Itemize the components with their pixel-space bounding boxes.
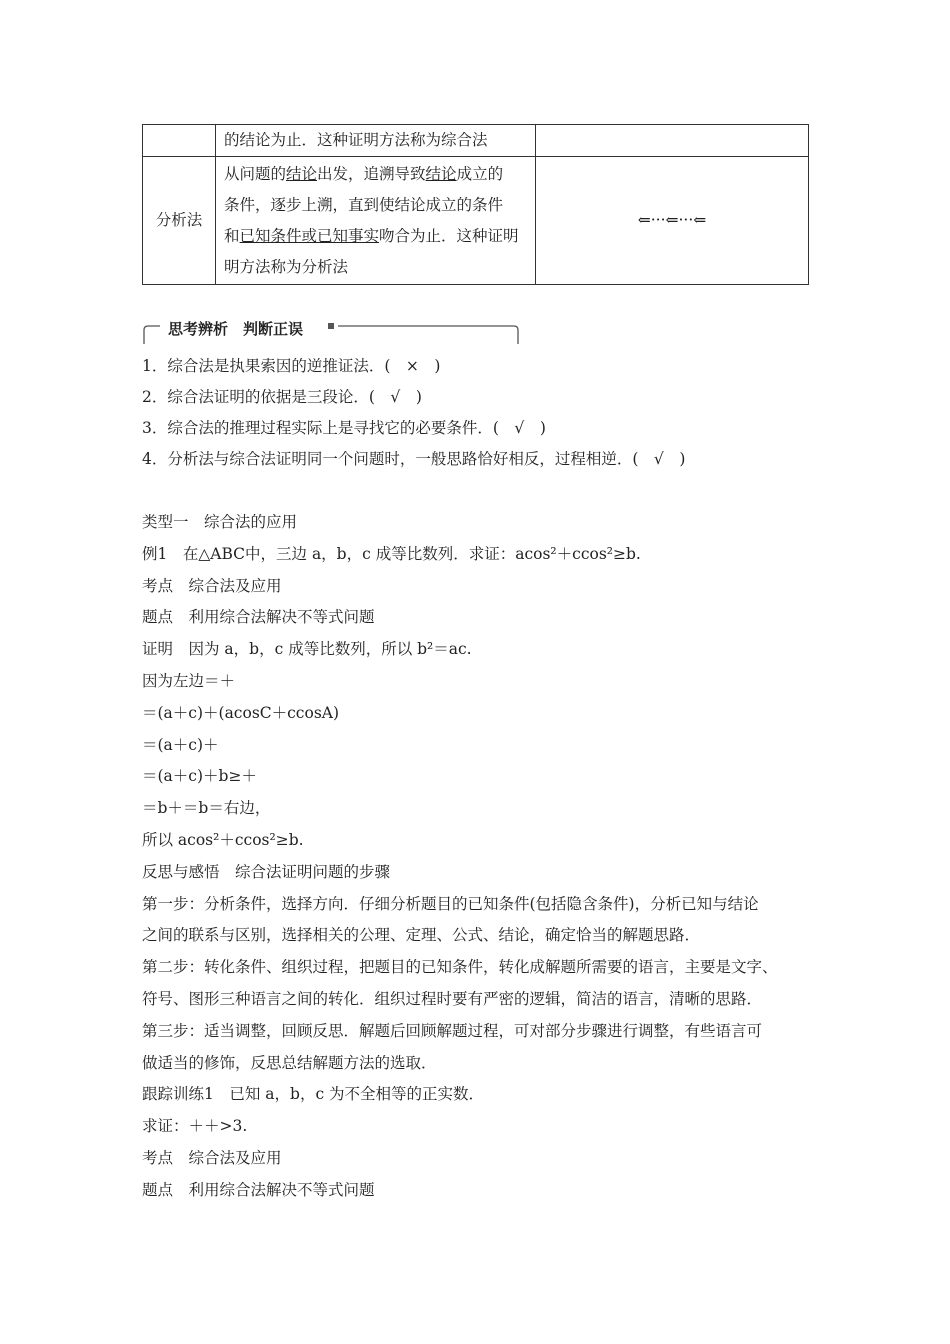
judgment-mark: × — [405, 357, 419, 375]
method-table — [142, 124, 809, 285]
text-fragment: 从问题的 — [224, 164, 287, 183]
description-line — [224, 190, 527, 221]
description-line — [224, 221, 527, 252]
text-line: 所以 acos²＋ccos²≥b. — [142, 831, 304, 849]
section-banner — [142, 316, 520, 346]
table-row — [143, 125, 809, 157]
judgment-text: 4．分析法与综合法证明同一个问题时，一般思路恰好相反，过程相逆．( — [142, 450, 654, 468]
text-line: 证明 因为 a，b，c 成等比数列，所以 b²＝ac. — [142, 640, 472, 659]
text-fragment: 出发，追溯导致 — [317, 164, 426, 183]
method-description-cell: 的结论为止．这种证明方法称为综合法 — [216, 125, 536, 157]
text-fragment: 明方法称为分析法 — [224, 257, 349, 276]
text-line: 题点 利用综合法解决不等式问题 — [142, 608, 375, 627]
judgment-mark: √ — [514, 419, 525, 437]
text-fragment: 和 — [224, 226, 240, 245]
text-fragment: 条件，逐步上溯，直到使结论成立的条件 — [224, 195, 504, 214]
underlined-term: 已知条件或已知事实 — [239, 226, 380, 245]
judgment-paren: ) — [400, 388, 422, 406]
text-line: 跟踪训练1 已知 a，b，c 为不全相等的正实数． — [142, 1085, 485, 1104]
judgment-item — [142, 416, 546, 438]
text-line: 例1 在△ABC中，三边 a，b，c 成等比数列．求证：acos²＋ccos²≥b. — [142, 544, 641, 563]
text-line: 类型一 综合法的应用 — [142, 513, 298, 531]
text-line: ＝b＋＝b＝右边， — [142, 799, 271, 818]
text-line: 求证：＋＋>3. — [142, 1117, 248, 1136]
judgment-item — [142, 385, 422, 407]
description-line — [224, 159, 527, 190]
text-fragment: 吻合为止．这种证明 — [379, 226, 519, 245]
text-line: 做适当的修饰，反思总结解题方法的选取． — [142, 1053, 437, 1072]
judgment-mark: √ — [653, 450, 664, 468]
judgment-paren: ) — [663, 450, 686, 468]
judgment-item — [142, 447, 685, 469]
description-line — [224, 252, 527, 283]
text-line: 因为左边＝＋ — [142, 672, 236, 690]
underlined-term: 结论 — [425, 164, 457, 183]
method-symbol-cell — [536, 125, 809, 157]
text-line: 考点 综合法及应用 — [142, 1149, 282, 1167]
text-line: 第三步：适当调整，回顾反思．解题后回顾解题过程，可对部分步骤进行调整，有些语言可 — [142, 1021, 763, 1040]
text-line: 第二步：转化条件、组织过程，把题目的已知条件，转化成解题所需要的语言，主要是文字、 — [142, 958, 778, 977]
text-line: 反思与感悟 综合法证明问题的步骤 — [142, 862, 391, 881]
text-line: 之间的联系与区别，选择相关的公理、定理、公式、结论，确定恰当的解题思路． — [142, 926, 701, 945]
banner-title: 思考辨析 判断正误 — [168, 320, 304, 338]
method-description-cell — [216, 157, 536, 285]
judgment-paren: ) — [524, 419, 546, 437]
text-line: ＝(a＋c)＋(acosC＋ccosA) — [142, 703, 340, 722]
text-line: 题点 利用综合法解决不等式问题 — [142, 1180, 375, 1199]
judgment-text: 1．综合法是执果索因的逆推证法．( — [142, 357, 406, 375]
judgment-item — [142, 354, 440, 376]
method-name-cell: 分析法 — [143, 157, 216, 285]
judgment-paren: ) — [418, 357, 441, 375]
text-line: 考点 综合法及应用 — [142, 576, 282, 595]
underlined-term: 结论 — [286, 164, 318, 183]
judgment-text: 3．综合法的推理过程实际上是寻找它的必要条件．( — [142, 419, 515, 437]
method-symbol-cell: ⇐···⇐···⇐ — [536, 157, 809, 285]
text-line: 第一步：分析条件，选择方向．仔细分析题目的已知条件(包括隐含条件)，分析已知与结论 — [142, 894, 759, 913]
text-line: ＝(a＋c)＋ — [142, 735, 219, 754]
text-line: ＝(a＋c)＋b≥＋ — [142, 767, 257, 786]
text-fragment: 成立的 — [456, 164, 504, 183]
judgment-text: 2．综合法证明的依据是三段论．( — [142, 388, 391, 406]
judgment-mark: √ — [390, 388, 401, 406]
text-line: 符号、图形三种语言之间的转化．组织过程时要有严密的逻辑，简洁的语言，清晰的思路． — [142, 990, 763, 1008]
table-row — [143, 157, 809, 285]
method-name-cell — [143, 125, 216, 157]
